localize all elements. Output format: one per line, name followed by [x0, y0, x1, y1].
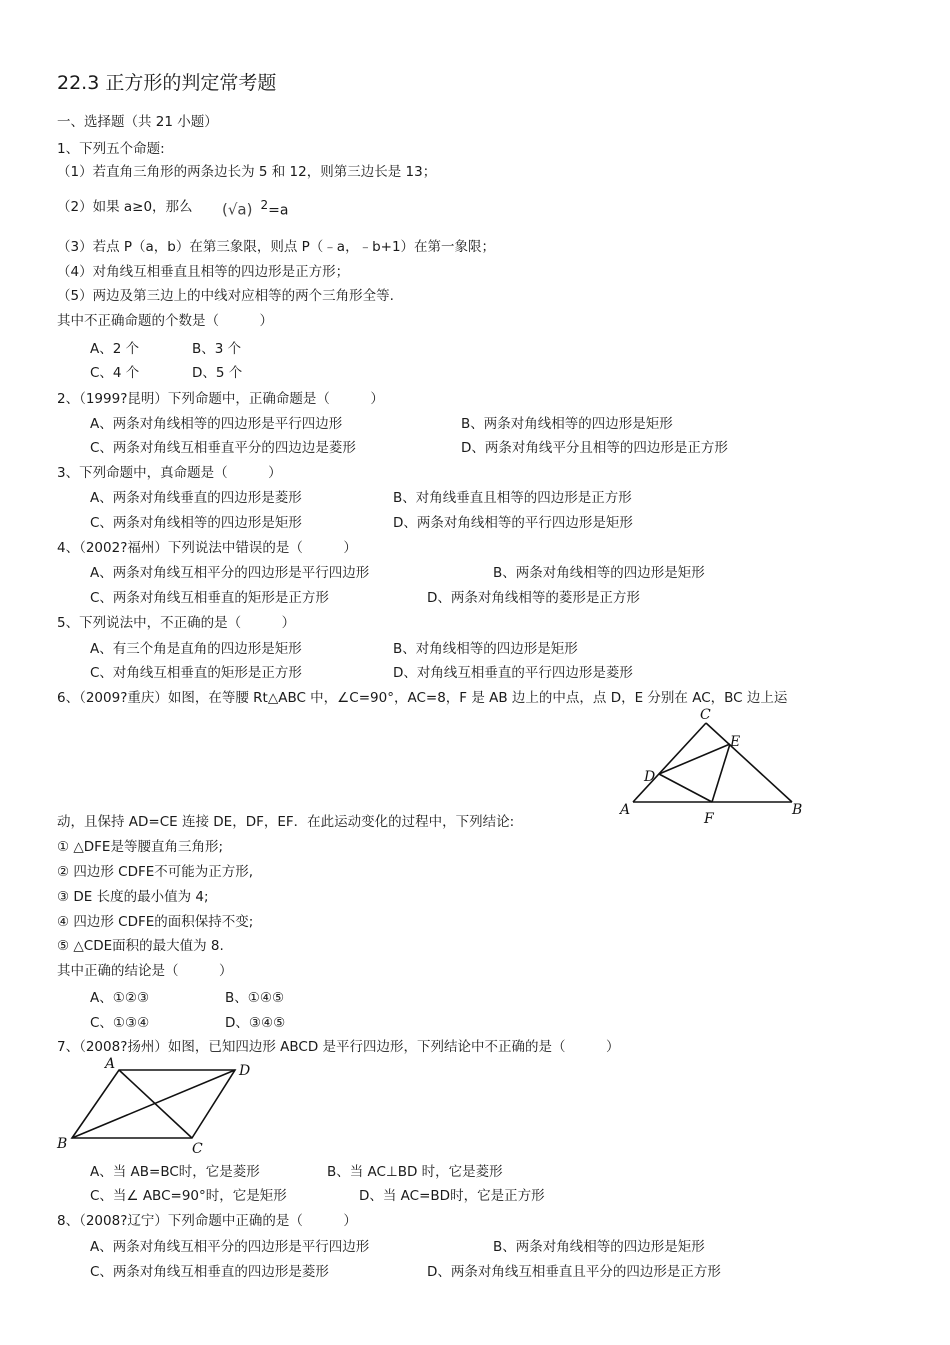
q1-item-1: （1）若直角三角形的两条边长为 5 和 12，则第三边长是 13； [57, 164, 437, 180]
q8-option-a[interactable]: A、两条对角线互相平分的四边形是平行四边形 [90, 1239, 370, 1255]
q6-option-c[interactable]: C、①③④ [90, 1015, 150, 1031]
q1-option-b[interactable]: B、3 个 [192, 341, 242, 357]
q6-option-a[interactable]: A、①②③ [90, 990, 150, 1006]
q1-option-c[interactable]: C、4 个 [90, 365, 140, 381]
q1-item-3: （3）若点 P（a，b）在第三象限，则点 P（﹣a，﹣b+1）在第一象限； [57, 239, 496, 255]
q2-option-a[interactable]: A、两条对角线相等的四边形是平行四边形 [90, 416, 343, 432]
q4-option-c[interactable]: C、两条对角线互相垂直的矩形是正方形 [90, 590, 329, 606]
formula-base: (√a) [222, 200, 253, 219]
q6-item-5: ⑤ △CDE面积的最大值为 8. [57, 938, 224, 954]
side-cb [706, 723, 792, 802]
q7-option-b[interactable]: B、当 AC⊥BD 时，它是菱形 [327, 1164, 503, 1180]
side-ac [633, 723, 706, 802]
label-d: D [239, 1063, 251, 1079]
q5-stem: 5、下列说法中，不正确的是（ ） [57, 615, 296, 631]
q2-option-c[interactable]: C、两条对角线互相垂直平分的四边边是菱形 [90, 440, 356, 456]
label-c: C [700, 707, 711, 723]
sqrt-a-squared-formula [222, 196, 288, 220]
q6-item-2: ② 四边形 CDFE不可能为正方形, [57, 864, 254, 880]
q6-stem-continued: 动，且保持 AD=CE 连接 DE，DF，EF．在此运动变化的过程中，下列结论: [57, 814, 515, 830]
label-a: A [620, 802, 631, 818]
q5-option-d[interactable]: D、对角线互相垂直的平行四边形是菱形 [393, 665, 633, 681]
page-title: 22.3 正方形的判定常考题 [57, 72, 277, 94]
parallelogram-figure [52, 1056, 262, 1160]
label-b: B [57, 1136, 68, 1152]
q8-option-b[interactable]: B、两条对角线相等的四边形是矩形 [493, 1239, 705, 1255]
q7-option-a[interactable]: A、当 AB=BC时，它是菱形 [90, 1164, 260, 1180]
q5-option-c[interactable]: C、对角线互相垂直的矩形是正方形 [90, 665, 302, 681]
q3-option-a[interactable]: A、两条对角线垂直的四边形是菱形 [90, 490, 302, 506]
formula-rhs: =a [268, 202, 289, 219]
label-f: F [704, 811, 714, 826]
label-a: A [105, 1056, 116, 1072]
q5-option-b[interactable]: B、对角线相等的四边形是矩形 [393, 641, 578, 657]
q3-stem: 3、下列命题中，真命题是（ ） [57, 465, 282, 481]
q4-option-d[interactable]: D、两条对角线相等的菱形是正方形 [427, 590, 640, 606]
formula-exponent: 2 [260, 198, 269, 212]
q8-option-d[interactable]: D、两条对角线互相垂直且平分的四边形是正方形 [427, 1264, 721, 1280]
q2-option-b[interactable]: B、两条对角线相等的四边形是矩形 [461, 416, 673, 432]
q6-option-b[interactable]: B、①④⑤ [225, 990, 285, 1006]
q6-stem: 6、（2009?重庆）如图，在等腰 Rt△ABC 中，∠C=90°，AC=8，F 是 AB 边上的中点，点 D，E 分别在 AC，BC 边上运 [57, 690, 788, 706]
q4-stem: 4、（2002?福州）下列说法中错误的是（ ） [57, 540, 357, 556]
q6-item-3: ③ DE 长度的最小值为 4; [57, 889, 209, 905]
q6-item-4: ④ 四边形 CDFE的面积保持不变; [57, 914, 254, 930]
segment-df [659, 774, 712, 802]
q4-option-a[interactable]: A、两条对角线互相平分的四边形是平行四边形 [90, 565, 370, 581]
q7-option-c[interactable]: C、当∠ ABC=90°时，它是矩形 [90, 1188, 287, 1204]
triangle-figure [612, 706, 812, 826]
segment-de [659, 744, 730, 774]
q1-item-4: （4）对角线互相垂直且相等的四边形是正方形； [57, 264, 350, 280]
label-d: D [644, 769, 656, 785]
label-c: C [192, 1141, 203, 1157]
q7-option-d[interactable]: D、当 AC=BD时，它是正方形 [359, 1188, 545, 1204]
q8-stem: 8、（2008?辽宁）下列命题中正确的是（ ） [57, 1213, 357, 1229]
q6-question: 其中正确的结论是（ ） [57, 963, 233, 979]
segment-ef [712, 744, 730, 802]
q1-item-5: （5）两边及第三边上的中线对应相等的两个三角形全等. [57, 288, 394, 304]
q2-stem: 2、（1999?昆明）下列命题中，正确命题是（ ） [57, 391, 384, 407]
q3-option-c[interactable]: C、两条对角线相等的四边形是矩形 [90, 515, 302, 531]
q6-item-1: ① △DFE是等腰直角三角形; [57, 839, 224, 855]
q2-option-d[interactable]: D、两条对角线平分且相等的四边形是正方形 [461, 440, 728, 456]
q1-stem: 1、下列五个命题: [57, 141, 165, 157]
q1-item-2: （2）如果 a≥0，那么 [57, 199, 193, 215]
q1-option-a[interactable]: A、2 个 [90, 341, 140, 357]
q1-option-d[interactable]: D、5 个 [192, 365, 243, 381]
label-b: B [792, 802, 803, 818]
q6-option-d[interactable]: D、③④⑤ [225, 1015, 286, 1031]
q8-option-c[interactable]: C、两条对角线互相垂直的四边形是菱形 [90, 1264, 329, 1280]
q3-option-b[interactable]: B、对角线垂直且相等的四边形是正方形 [393, 490, 632, 506]
q4-option-b[interactable]: B、两条对角线相等的四边形是矩形 [493, 565, 705, 581]
label-e: E [730, 734, 741, 750]
q1-question: 其中不正确命题的个数是（ ） [57, 313, 273, 329]
q5-option-a[interactable]: A、有三个角是直角的四边形是矩形 [90, 641, 302, 657]
q3-option-d[interactable]: D、两条对角线相等的平行四边形是矩形 [393, 515, 633, 531]
section-heading: 一、选择题（共 21 小题） [57, 114, 218, 130]
q7-stem: 7、（2008?扬州）如图，已知四边形 ABCD 是平行四边形，下列结论中不正确的是（ ） [57, 1039, 620, 1055]
